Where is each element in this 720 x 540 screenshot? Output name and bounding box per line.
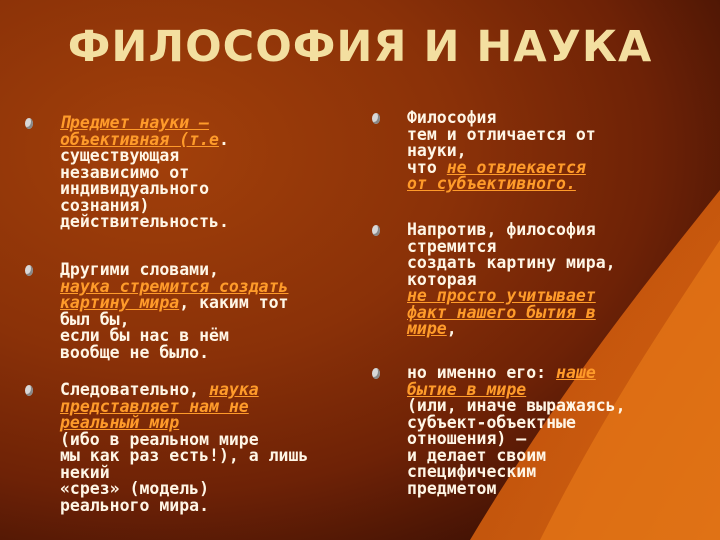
highlighted-text: объективная (т.е — [60, 129, 219, 149]
plain-text: , — [446, 319, 457, 338]
bullet-icon — [372, 225, 380, 236]
plain-text: , каким тот — [179, 293, 289, 312]
plain-text: и делает своим — [407, 445, 547, 465]
highlighted-text: от субъективного. — [407, 174, 576, 193]
plain-text: предметом — [407, 478, 497, 498]
plain-text: создать картину мира, — [407, 253, 616, 272]
plain-text: Другими словами, — [60, 260, 219, 279]
slide-title: ФИЛОСОФИЯ И НАУКА — [67, 22, 653, 72]
bullet-icon — [372, 113, 380, 124]
plain-text: существующая — [60, 146, 180, 165]
plain-text: независимо от — [60, 162, 190, 182]
plain-text: вообще не было. — [60, 342, 210, 362]
plain-text: тем и отличается от — [407, 124, 596, 144]
highlighted-text: не просто учитывает — [407, 286, 596, 305]
highlighted-text: реальный мир — [60, 413, 180, 432]
plain-text: Следовательно, — [60, 380, 210, 399]
highlighted-text: наука стремится создать — [60, 276, 289, 296]
text-line — [407, 321, 616, 338]
plain-text: реального мира. — [60, 495, 210, 515]
right-bullet-item — [372, 365, 626, 497]
plain-text: «срез» (модель) — [60, 479, 210, 498]
right-bullet-item — [372, 110, 596, 193]
highlighted-text: не отвлекается — [446, 157, 586, 177]
text-line — [407, 478, 626, 498]
plain-text: отношения) – — [407, 429, 527, 448]
plain-text: если бы нас в нём — [60, 326, 229, 345]
plain-text: которая — [407, 269, 477, 289]
plain-text: действительность. — [60, 212, 229, 231]
plain-text: Напротив, философия — [407, 220, 596, 239]
plain-text: но именно его: — [407, 363, 557, 382]
left-bullet-item — [25, 115, 229, 231]
highlighted-text: бытие в мире — [407, 379, 527, 399]
highlighted-text: факт нашего бытия в — [407, 302, 596, 322]
plain-text: некий — [60, 462, 110, 482]
highlighted-text: представляет нам не — [60, 396, 249, 416]
highlighted-text: наше — [556, 363, 596, 382]
highlighted-text: мире — [407, 319, 447, 338]
right-bullet-item — [372, 222, 616, 338]
plain-text: Философия — [407, 108, 497, 127]
bullet-icon — [372, 368, 380, 379]
plain-text: что — [407, 157, 447, 177]
plain-text: субъект-объектные — [407, 412, 576, 432]
text-line — [407, 176, 596, 193]
highlighted-text: наука — [209, 380, 259, 399]
text-line — [60, 495, 308, 515]
bullet-icon — [25, 118, 33, 129]
text-line — [60, 342, 289, 362]
plain-text: сознания) — [60, 195, 150, 215]
plain-text: науки, — [407, 141, 467, 160]
plain-text: индивидуального — [60, 179, 210, 198]
plain-text: стремится — [407, 236, 497, 256]
highlighted-text: Предмет науки – — [60, 113, 210, 132]
plain-text: (или, иначе выражаясь, — [407, 396, 626, 415]
plain-text: был бы, — [60, 309, 130, 329]
plain-text: мы как раз есть!), а лишь — [60, 446, 309, 465]
plain-text: специфическим — [407, 462, 537, 481]
plain-text: (ибо в реальном мире — [60, 429, 259, 449]
plain-text: . — [218, 129, 229, 149]
text-line — [60, 214, 229, 231]
highlighted-text: картину мира — [60, 293, 180, 312]
left-bullet-item — [25, 262, 289, 361]
left-bullet-item — [25, 382, 308, 514]
bullet-icon — [25, 385, 33, 396]
bullet-icon — [25, 265, 33, 276]
